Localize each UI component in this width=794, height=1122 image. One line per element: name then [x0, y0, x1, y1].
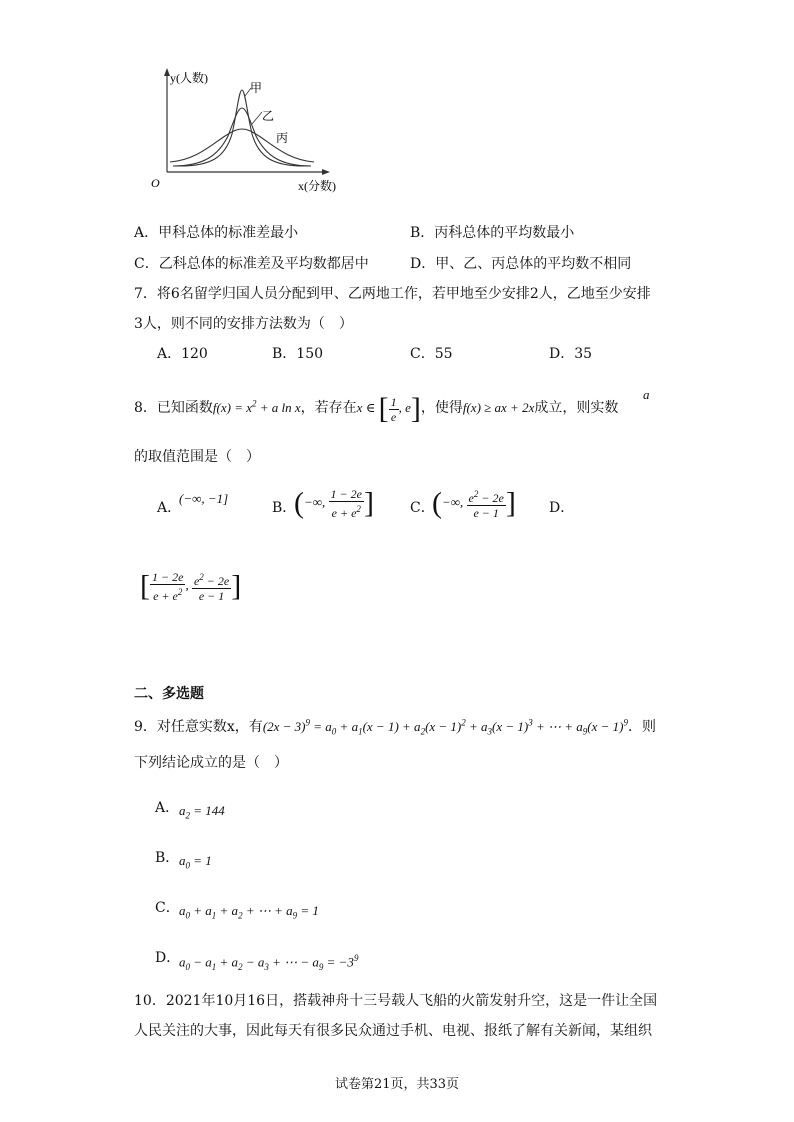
q8-option-d-expr: [ $\frac{1 - 2e}{e + e^2}$ , $\frac{e^2 - 2e}{e - 1}$ ] [140, 569, 242, 603]
q8-option-d-label: D． [549, 500, 575, 516]
q8-option-b-label: B． [272, 500, 297, 516]
curve-jia [180, 90, 304, 166]
q8-stem-line2: 的取值范围是（ ） [134, 449, 260, 465]
q7-option-a: A．120 [157, 346, 208, 362]
q8-prefix: 8．已知函数 [134, 399, 213, 416]
q9-suffix: ．则 [628, 719, 656, 735]
q9-prefix: 9．对任意实数x，有 [134, 719, 263, 735]
q10-stem-line2: 人民关注的大事，因此每天有很多民众通过手机、电视、报纸了解有关新闻，某组织 [134, 1023, 652, 1039]
curve-label-bing: 丙 [276, 131, 289, 145]
q6-option-d: D．甲、乙、丙总体的平均数不相同 [410, 256, 632, 272]
curve-yi [173, 108, 311, 166]
q8-option-c-expr: (−∞, $\frac{e^2 - 2e}{e - 1}$ ] [432, 486, 516, 520]
q8-var-a: a [643, 387, 650, 402]
q6-option-a: A．甲科总体的标准差最小 [134, 225, 299, 241]
q7-option-c: C．55 [410, 346, 453, 362]
q7-option-b: B．150 [272, 346, 324, 362]
q9-stem-line2: 下列结论成立的是（ ） [134, 755, 288, 771]
curve-label-yi: 乙 [262, 109, 275, 123]
q9-option-d-label: D． [155, 950, 181, 966]
q6-option-c: C．乙科总体的标准差及平均数都居中 [134, 256, 369, 272]
x-axis-arrow [322, 169, 330, 175]
q8-inequality-expr: f(x) ≥ ax + 2x [462, 399, 535, 415]
curve-bing [170, 129, 314, 162]
q7-stem-line1: 7．将6名留学归国人员分配到甲、乙两地工作，若甲地至少安排2人，乙地至少安排 [134, 286, 651, 302]
q8-option-c-label: C． [410, 500, 435, 516]
q9-option-b-expr: $a_0 = 1$ [179, 853, 212, 871]
q8-option-b-expr: (−∞, $\frac{1 - 2e}{e + e^2}$ ] [294, 486, 374, 520]
q8-mid1: ，若存在 [300, 399, 357, 416]
q9-expansion-expr: $(2x - 3)^9 = a_0 + a_1(x - 1) + a_2(x - 1)^2 + a_3(x - 1)^3$ + ⋯ + $a_9(x - 1)^9$ [262, 717, 628, 737]
q8-mid2: ，使得 [420, 399, 463, 416]
curve-label-yi-leader [252, 112, 262, 124]
q9-option-b-label: B． [155, 850, 180, 866]
q8-interval-expr: x ∈ [ $\frac{1}{e}$ , e] [356, 392, 421, 425]
q8-option-a-label: A． [157, 500, 182, 516]
x-axis-label: x(分数) [298, 179, 336, 193]
q7-option-d: D．35 [549, 346, 593, 362]
q9-option-a-expr: $a_2 = 144$ [179, 803, 225, 821]
q8-option-a-expr: (−∞, −1] [179, 491, 229, 506]
q8-stem [134, 394, 618, 424]
q10-stem-line1: 10．2021年10月16日，搭载神舟十三号载人飞船的火箭发射升空，这是一件让全国 [134, 993, 658, 1009]
normal-curves-figure [140, 62, 360, 197]
q9-stem [134, 716, 656, 737]
q9-option-a-label: A． [155, 800, 180, 816]
q9-option-d-expr: $a_0 - a_1 + a_2 - a_3$ + ⋯ − $a_9 = -3^9$ [179, 953, 359, 972]
origin-label: O [151, 176, 160, 190]
q8-suffix: 成立，则实数 [534, 399, 619, 416]
q8-function-expr: $f(x) = x^2 + a$ ln x [212, 398, 301, 415]
q9-option-c-expr: $a_0 + a_1 + a_2$ + ⋯ + $a_9 = 1$ [179, 903, 319, 921]
page-footer: 试卷第21页，共33页 [334, 1077, 460, 1092]
q7-stem-line2: 3人，则不同的安排方法数为（ ） [134, 316, 353, 332]
section-title-multiple-choice: 二、多选题 [134, 686, 204, 702]
y-axis-label: y(人数) [170, 71, 208, 85]
q9-option-c-label: C． [155, 900, 180, 916]
curve-label-jia: 甲 [250, 81, 263, 95]
q6-option-b: B．丙科总体的平均数最小 [410, 225, 575, 241]
